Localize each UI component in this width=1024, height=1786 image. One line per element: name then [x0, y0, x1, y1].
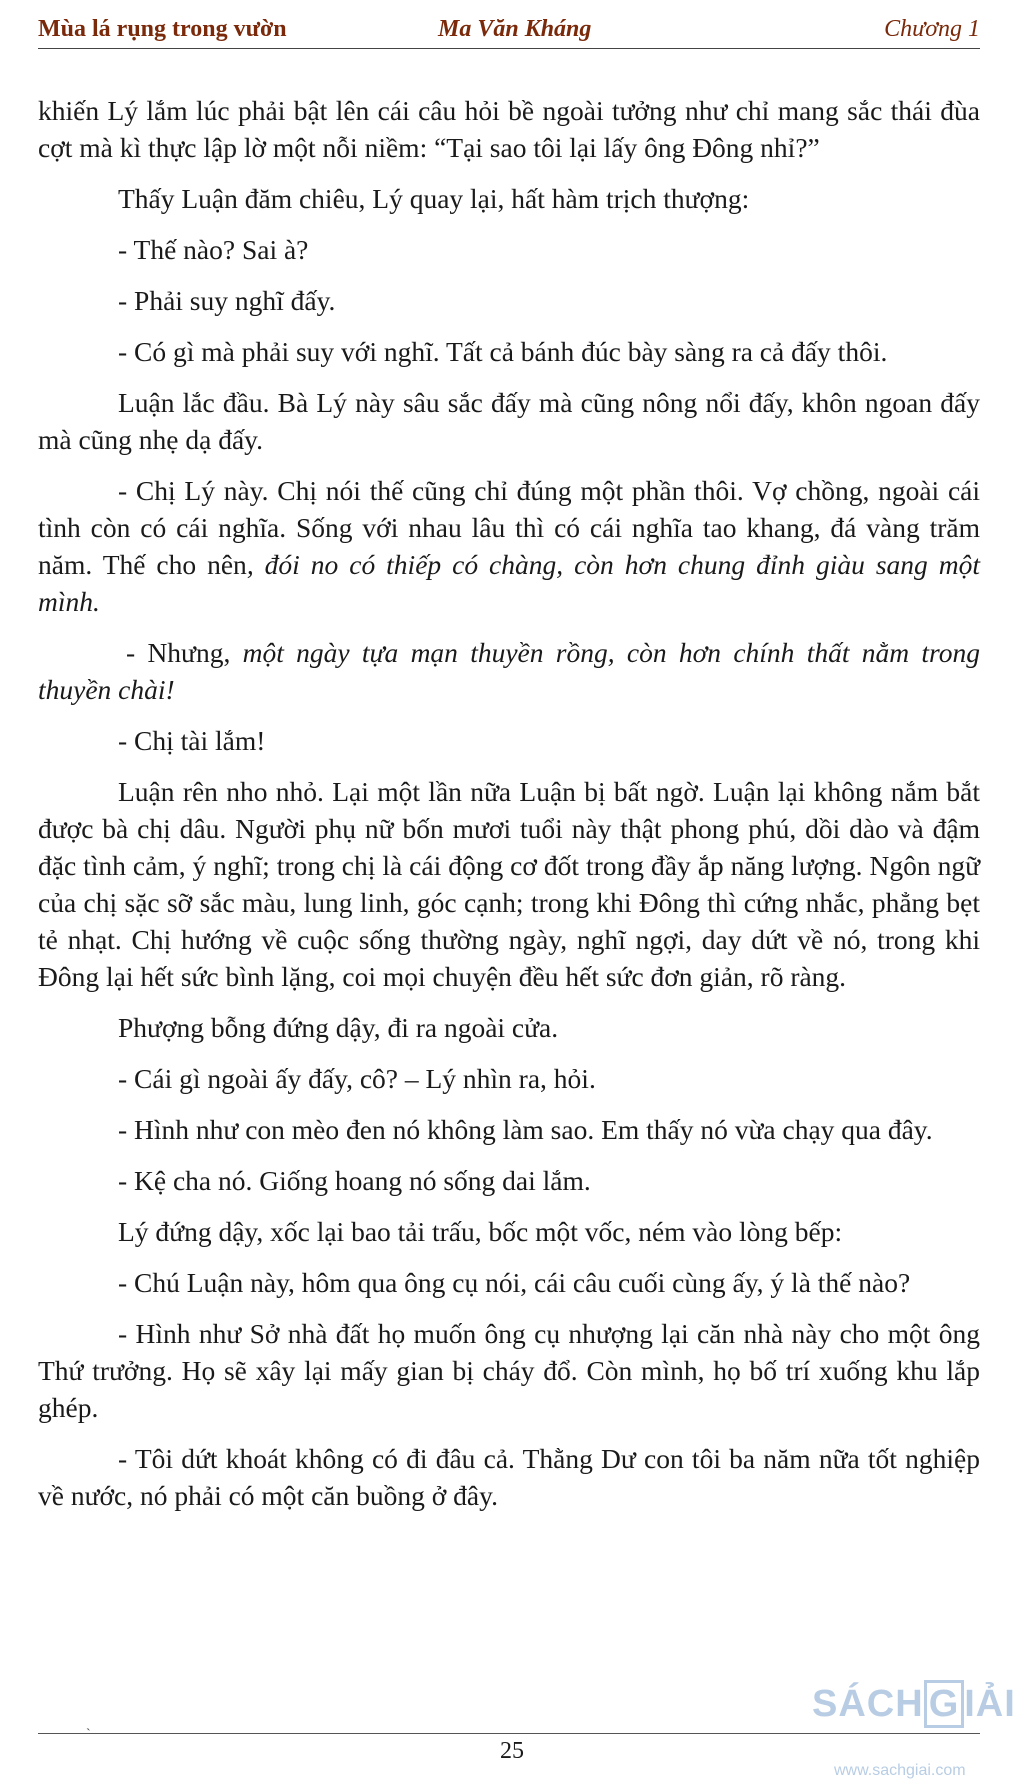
paragraph [38, 282, 980, 319]
paragraph [38, 773, 980, 995]
paragraph-text: Luận rên nho nhỏ. Lại một lần nữa Luận bị bất ngờ. Luận lại không nắm bắt được bà chị dâu. Người phụ nữ bốn mươi tuổi này thật phong phú, dồi dào và đậm đặc tình cảm, ý nghĩ; trong chị là cái động cơ đốt trong đầy ắp năng lượng. Ngôn ngữ của chị sặc sỡ sắc màu, lung linh, góc cạnh; trong khi Đông thì cứng nhắc, phẳng bẹt tẻ nhạt. Chị hướng về cuộc sống thường ngày, nghĩ ngợi, day dứt về nó, trong khi Đông lại hết sức bình lặng, coi mọi chuyện đều hết sức đơn giản, rõ ràng. [38, 776, 980, 992]
paragraph-italic-text: , đói no có thiếp có chàng, còn hơn chung đỉnh giàu sang một mình. [38, 549, 980, 617]
paragraph-text: - Hình như Sở nhà đất họ muốn ông cụ nhượng lại căn nhà này cho một ông Thứ trưởng. Họ sẽ xây lại mấy gian bị cháy đổ. Còn mình, họ bố trí xuống khu lắp ghép. [38, 1318, 980, 1423]
watermark-logo-left: SÁCH [812, 1683, 924, 1725]
watermark [812, 1680, 1022, 1780]
paragraph-text: - Có gì mà phải suy với nghĩ. Tất cả bánh đúc bày sàng ra cả đấy thôi. [118, 336, 888, 367]
chapter-label: Chương 1 [884, 16, 980, 42]
page-number: 25 [500, 1738, 524, 1764]
paragraph [38, 333, 980, 370]
paragraph-text: Luận lắc đầu. Bà Lý này sâu sắc đấy mà cũng nông nổi đấy, khôn ngoan đấy mà cũng nhẹ dạ đấy. [38, 387, 980, 455]
paragraph [38, 1009, 980, 1046]
paragraph [38, 92, 980, 166]
paragraph-text: - Tôi dứt khoát không có đi đâu cả. Thằng Dư con tôi ba năm nữa tốt nghiệp về nước, nó phải có một căn buồng ở đây. [38, 1443, 980, 1511]
author-name: Ma Văn Kháng [438, 16, 592, 42]
paragraph [38, 1111, 980, 1148]
paragraph-text: - Cái gì ngoài ấy đấy, cô? – Lý nhìn ra, hỏi. [118, 1063, 596, 1094]
paragraph [38, 1162, 980, 1199]
paragraph [38, 472, 980, 620]
running-header [38, 12, 980, 49]
paragraph [38, 384, 980, 458]
paragraph-text: - Phải suy nghĩ đấy. [118, 285, 336, 316]
paragraph-text: - Nhưng, [126, 637, 231, 668]
footer-mark: ` [86, 1727, 91, 1742]
paragraph [38, 1213, 980, 1250]
paragraph [38, 1440, 980, 1514]
paragraph [38, 1060, 980, 1097]
paragraph-text: - Hình như con mèo đen nó không làm sao. Em thấy nó vừa chạy qua đây. [118, 1114, 933, 1145]
paragraph-text: - Chị Lý này. Chị nói thế cũng chỉ đúng một phần thôi. Vợ chồng, ngoài cái tình còn có cái nghĩa. Sống với nhau lâu thì có cái nghĩa tao khang, đá vàng trăm năm. Thế cho nên [38, 475, 980, 580]
paragraph-italic-text: một ngày tựa mạn thuyền rồng, còn hơn chính thất nằm trong thuyền chài! [38, 637, 980, 705]
page-body [38, 92, 980, 1528]
paragraph [38, 1315, 980, 1426]
watermark-logo-box: G [924, 1680, 965, 1728]
paragraph-text: khiến Lý lắm lúc phải bật lên cái câu hỏi bề ngoài tưởng như chỉ mang sắc thái đùa cợt mà kì thực lập lờ một nỗi niềm: “Tại sao tôi lại lấy ông Đông nhỉ?” [38, 95, 980, 163]
paragraph-text: - Chú Luận này, hôm qua ông cụ nói, cái câu cuối cùng ấy, ý là thế nào? [118, 1267, 911, 1298]
paragraph-text: Lý đứng dậy, xốc lại bao tải trấu, bốc một vốc, ném vào lòng bếp: [118, 1216, 843, 1247]
watermark-logo [812, 1680, 1016, 1728]
paragraph-text: - Kệ cha nó. Giống hoang nó sống dai lắm. [118, 1165, 591, 1196]
paragraph [38, 634, 980, 708]
paragraph [38, 180, 980, 217]
book-title: Mùa lá rụng trong vườn [38, 16, 287, 42]
watermark-logo-right: IẢI [964, 1683, 1016, 1725]
paragraph-text: - Chị tài lắm! [118, 725, 266, 756]
paragraph-text: - Thế nào? Sai à? [118, 234, 309, 265]
watermark-url: www.sachgiai.com [834, 1762, 966, 1779]
paragraph-text: Thấy Luận đăm chiêu, Lý quay lại, hất hàm trịch thượng: [118, 183, 750, 214]
paragraph-text: Phượng bỗng đứng dậy, đi ra ngoài cửa. [118, 1012, 559, 1043]
paragraph [38, 231, 980, 268]
paragraph [38, 722, 980, 759]
paragraph [38, 1264, 980, 1301]
